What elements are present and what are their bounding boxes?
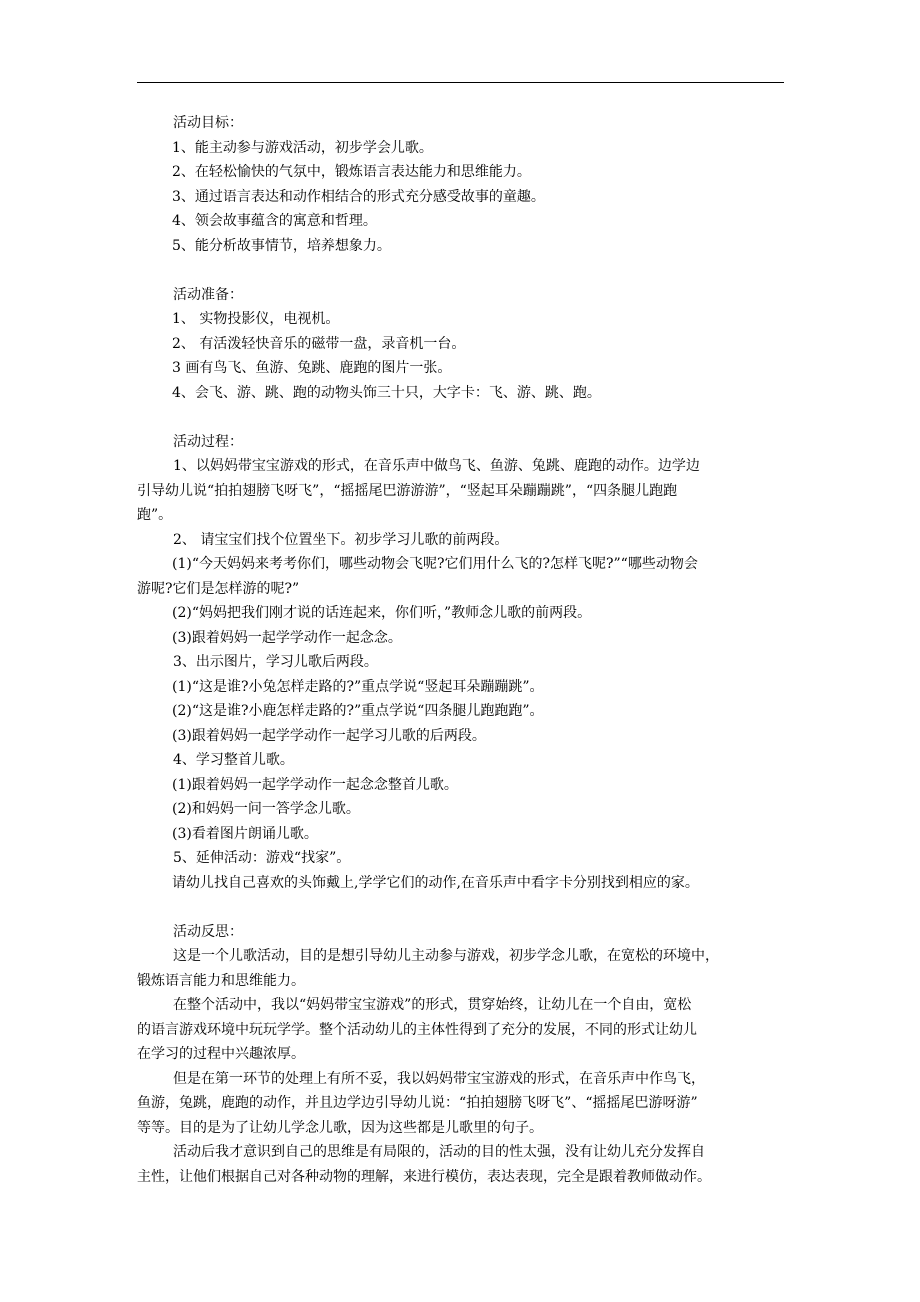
process-step-cont: 跑”。: [137, 507, 173, 523]
reflection-paragraph-cont: 的语言游戏环境中玩玩学学。整个活动幼儿的主体性得到了充分的发展，不同的形式让幼儿: [137, 1021, 697, 1038]
reflection-paragraph: 这是一个儿歌活动，目的是想引导幼儿主动参与游戏，初步学念儿歌，在宽松的环境中，: [173, 948, 719, 964]
reflection-paragraph-cont: 锻炼语言能力和思维能力。: [137, 972, 305, 989]
prep-item: 1、 实物投影仪，电视机。: [172, 311, 340, 327]
reflection-paragraph: 但是在第一环节的处理上有所不妥，我以妈妈带宝宝游戏的形式，在音乐声中作鸟飞，: [173, 1070, 705, 1087]
process-substep: (2)“这是谁?小鹿怎样走路的?”重点学说“四条腿儿跑跑跑”。: [172, 703, 544, 719]
process-substep: (3)跟着妈妈一起学学动作一起念念。: [172, 629, 402, 646]
prep-heading: 活动准备：: [173, 286, 243, 303]
process-substep-cont: 游呢?它们是怎样游的呢?”: [137, 580, 300, 597]
process-step-cont: 引导幼儿说“拍拍翅膀飞呀飞”，“摇摇尾巴游游游”，“竖起耳朵蹦蹦跳”，“四条腿儿跑跑: [137, 482, 678, 499]
goal-item: 4、领会故事蕴含的寓意和哲理。: [172, 213, 377, 229]
goal-item: 5、能分析故事情节，培养想象力。: [172, 237, 391, 254]
process-step-text: 请幼儿找自己喜欢的头饰戴上,学学它们的动作,在音乐声中看字卡分别找到相应的家。: [172, 874, 699, 891]
process-substep: (1)“今天妈妈来考考你们，哪些动物会飞呢?它们用什么飞的?怎样飞呢?”“哪些动物会: [172, 556, 698, 572]
process-substep: (2)和妈妈一问一答学念儿歌。: [172, 801, 360, 817]
process-substep: (3)跟着妈妈一起学学动作一起学习儿歌的后两段。: [172, 727, 486, 744]
process-substep: (2)“妈妈把我们刚才说的话连起来，你们听，”教师念儿歌的前两段。: [172, 605, 592, 621]
process-step: 4、学习整首儿歌。: [173, 752, 294, 768]
process-step: 1、以妈妈带宝宝游戏的形式，在音乐声中做鸟飞、鱼游、兔跳、鹿跑的动作。边学边: [173, 458, 700, 474]
goal-item: 3、通过语言表达和动作相结合的形式充分感受故事的童趣。: [172, 188, 545, 205]
goal-item: 2、在轻松愉快的气氛中，锻炼语言表达能力和思维能力。: [172, 164, 531, 180]
prep-item: 3 画有鸟飞、鱼游、兔跳、鹿跑的图片一张。: [172, 360, 452, 376]
process-step: 5、延伸活动：游戏“找家”。: [173, 850, 351, 866]
reflection-paragraph-cont: 等等。目的是为了让幼儿学念儿歌，因为这些都是儿歌里的句子。: [137, 1119, 543, 1136]
reflection-paragraph-cont: 鱼游，兔跳，鹿跑的动作，并且边学边引导幼儿说：“拍拍翅膀飞呀飞”、“摇摇尾巴游呀游”: [137, 1095, 698, 1111]
goal-item: 1、能主动参与游戏活动，初步学会儿歌。: [172, 139, 433, 156]
reflection-paragraph: 活动后我才意识到自己的思维是有局限的，活动的目的性太强，没有让幼儿充分发挥自: [173, 1144, 705, 1160]
goals-heading: 活动目标：: [173, 115, 243, 131]
process-substep: (1)“这是谁?小兔怎样走路的?”重点学说“竖起耳朵蹦蹦跳”。: [172, 678, 544, 695]
prep-item: 2、 有活泼轻快音乐的磁带一盘，录音机一台。: [172, 335, 466, 352]
prep-item: 4、会飞、游、跳、跑的动物头饰三十只，大字卡：飞、游、跳、跑。: [172, 384, 601, 401]
process-step: 2、 请宝宝们找个位置坐下。初步学习儿歌的前两段。: [173, 531, 509, 548]
reflection-heading: 活动反思：: [173, 923, 243, 940]
reflection-paragraph-cont: 主性，让他们根据自己对各种动物的理解，来进行模仿，表达表现，完全是跟着教师做动作。: [137, 1168, 711, 1185]
process-substep: (1)跟着妈妈一起学学动作一起念念整首儿歌。: [172, 776, 458, 793]
document-body: [137, 111, 788, 1189]
reflection-paragraph: 在整个活动中，我以“妈妈带宝宝游戏”的形式，贯穿始终，让幼儿在一个自由，宽松: [173, 997, 692, 1013]
header-rule: [137, 82, 784, 83]
reflection-paragraph-cont: 在学习的过程中兴趣浓厚。: [137, 1046, 305, 1062]
process-heading: 活动过程：: [173, 433, 243, 450]
process-step: 3、出示图片，学习儿歌后两段。: [173, 654, 378, 670]
process-substep: (3)看着图片朗诵儿歌。: [172, 825, 318, 842]
